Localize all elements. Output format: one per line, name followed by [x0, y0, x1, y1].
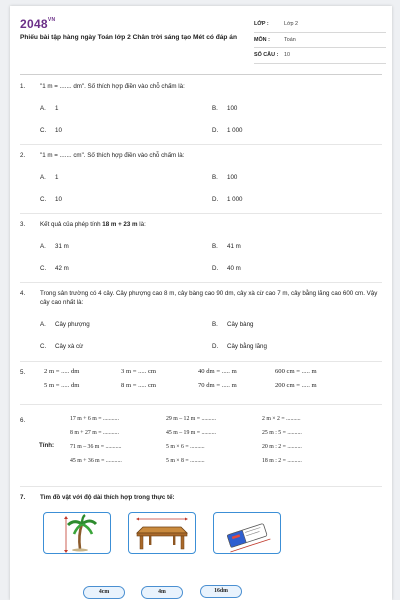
- question-3: 3. Kết quả của phép tính 18 m + 23 m là: A. 31 m B. 41 m C. 42 m D. 40 m: [20, 221, 241, 272]
- divider: [20, 213, 382, 214]
- q6-item[interactable]: 45 m + 36 m = ...........: [70, 458, 122, 464]
- table-icon: [129, 513, 195, 553]
- q5-item[interactable]: 200 cm = ..... m: [275, 382, 317, 389]
- question-5: 5. 2 m = ..... dm 3 m = ..... cm 40 dm = ..... m 600 cm = ..... m 5 m = ..... dm 8 m = ..... cm 70 dm = ..... m 200 cm = ..... m: [20, 368, 317, 389]
- q5-item[interactable]: 8 m = ..... cm: [121, 382, 157, 389]
- meta-subject-row: MÔN : Toán: [254, 33, 386, 49]
- length-option-4cm[interactable]: 4cm: [83, 586, 125, 599]
- q3-option-b[interactable]: B. 41 m: [212, 243, 241, 250]
- q2-option-a[interactable]: A. 1: [40, 174, 59, 181]
- q3-expression: 18 m + 23 m: [102, 221, 138, 228]
- q2-option-c[interactable]: C. 10: [40, 196, 62, 203]
- q5-item[interactable]: 40 dm = ..... m: [198, 368, 237, 375]
- q4-option-c[interactable]: C. Cây xà cừ: [40, 343, 84, 350]
- divider: [20, 404, 382, 405]
- question-6: 6. Tính: 17 m + 6 m = ........... 8 m + 27 m = ........... 71 m – 36 m = ........... 45 m + 36 m = ........... 29 m – 12 m = .......... 45 m – 19 m = .......... 5 m × 6 = .......... 5 m × 8 = .......... 2 m × 2 = .......... 25 m : 5 = .......... 20 m : 2 = .......... 18 m : 2 = ..........: [20, 416, 302, 464]
- q2-option-b[interactable]: B. 100: [212, 174, 238, 181]
- q4-option-b[interactable]: B. Cây bàng: [212, 321, 254, 328]
- header-divider: [20, 74, 382, 75]
- divider: [20, 144, 382, 145]
- divider: [20, 361, 382, 362]
- length-option-4m[interactable]: 4m: [141, 586, 183, 599]
- q6-item[interactable]: 5 m × 6 = ..........: [166, 444, 205, 450]
- site-logo[interactable]: $2048^{VN}$: [20, 17, 56, 31]
- eraser-icon: [214, 513, 280, 553]
- q5-item[interactable]: 3 m = ..... cm: [121, 368, 157, 375]
- q6-item[interactable]: 18 m : 2 = ..........: [262, 458, 302, 464]
- question-7: 7. Tìm đồ vật với độ dài thích hợp trong thực tế:: [20, 494, 175, 501]
- q5-item[interactable]: 2 m = ..... dm: [44, 368, 80, 375]
- q6-item[interactable]: 2 m × 2 = ..........: [262, 416, 301, 422]
- q6-item[interactable]: 29 m – 12 m = ..........: [166, 416, 216, 422]
- q6-item[interactable]: 20 m : 2 = ..........: [262, 444, 302, 450]
- q1-option-b[interactable]: B. 100: [212, 105, 238, 112]
- q4-option-d[interactable]: D. Cây bằng lăng: [212, 343, 267, 350]
- q2-option-d[interactable]: D. 1 000: [212, 196, 243, 203]
- divider: [20, 282, 382, 283]
- q6-label: Tính:: [39, 442, 55, 449]
- q5-item[interactable]: 5 m = ..... dm: [44, 382, 80, 389]
- q1-option-d[interactable]: D. 1 000: [212, 127, 243, 134]
- table-image[interactable]: [128, 512, 196, 554]
- q6-item[interactable]: 25 m : 5 = ..........: [262, 430, 302, 436]
- question-1: 1. "1 m = ....... dm". Số thích hợp điền vào chỗ chấm là: A. 1 B. 100 C. 10 D. 1 000: [20, 83, 243, 134]
- question-4: 4. Trong sân trường có 4 cây. Cây phượng cao 8 m, cây bàng cao 90 dm, cây xà cừ cao 7 m, cây bằng lăng cao 600 cm. Vậy cây cao nhất là: A. Cây phượng B. Cây bàng C. Cây xà cừ D. Cây bằng lăng: [20, 290, 378, 350]
- palm-tree-icon: [44, 513, 110, 553]
- q1-option-a[interactable]: A. 1: [40, 105, 59, 112]
- q6-item[interactable]: 17 m + 6 m = ...........: [70, 416, 119, 422]
- q6-item[interactable]: 5 m × 8 = ..........: [166, 458, 205, 464]
- q5-item[interactable]: 70 dm = ..... m: [198, 382, 237, 389]
- meta-class-row: LỚP : Lớp 2: [254, 17, 386, 33]
- meta-table: [254, 17, 386, 64]
- palm-tree-image[interactable]: [43, 512, 111, 554]
- length-option-16dm[interactable]: 16dm: [200, 585, 242, 598]
- q3-option-a[interactable]: A. 31 m: [40, 243, 69, 250]
- page-title: Phiếu bài tập hàng ngày Toán lớp 2 Chân trời sáng tạo Mét có đáp án: [20, 34, 237, 41]
- q6-item[interactable]: 71 m – 36 m = ...........: [70, 444, 122, 450]
- question-2: 2. "1 m = ....... cm". Số thích hợp điền vào chỗ chấm là: A. 1 B. 100 C. 10 D. 1 000: [20, 152, 243, 203]
- q1-option-c[interactable]: C. 10: [40, 127, 62, 134]
- meta-count-row: SỐ CÂU : 10: [254, 48, 386, 64]
- worksheet-page: [10, 6, 392, 600]
- q3-option-d[interactable]: D. 40 m: [212, 265, 241, 272]
- eraser-image[interactable]: [213, 512, 281, 554]
- divider: [20, 486, 382, 487]
- q3-option-c[interactable]: C. 42 m: [40, 265, 69, 272]
- q6-item[interactable]: 45 m – 19 m = ..........: [166, 430, 216, 436]
- q5-item[interactable]: 600 cm = ..... m: [275, 368, 317, 375]
- q6-item[interactable]: 8 m + 27 m = ...........: [70, 430, 119, 436]
- q4-option-a[interactable]: A. Cây phượng: [40, 321, 90, 328]
